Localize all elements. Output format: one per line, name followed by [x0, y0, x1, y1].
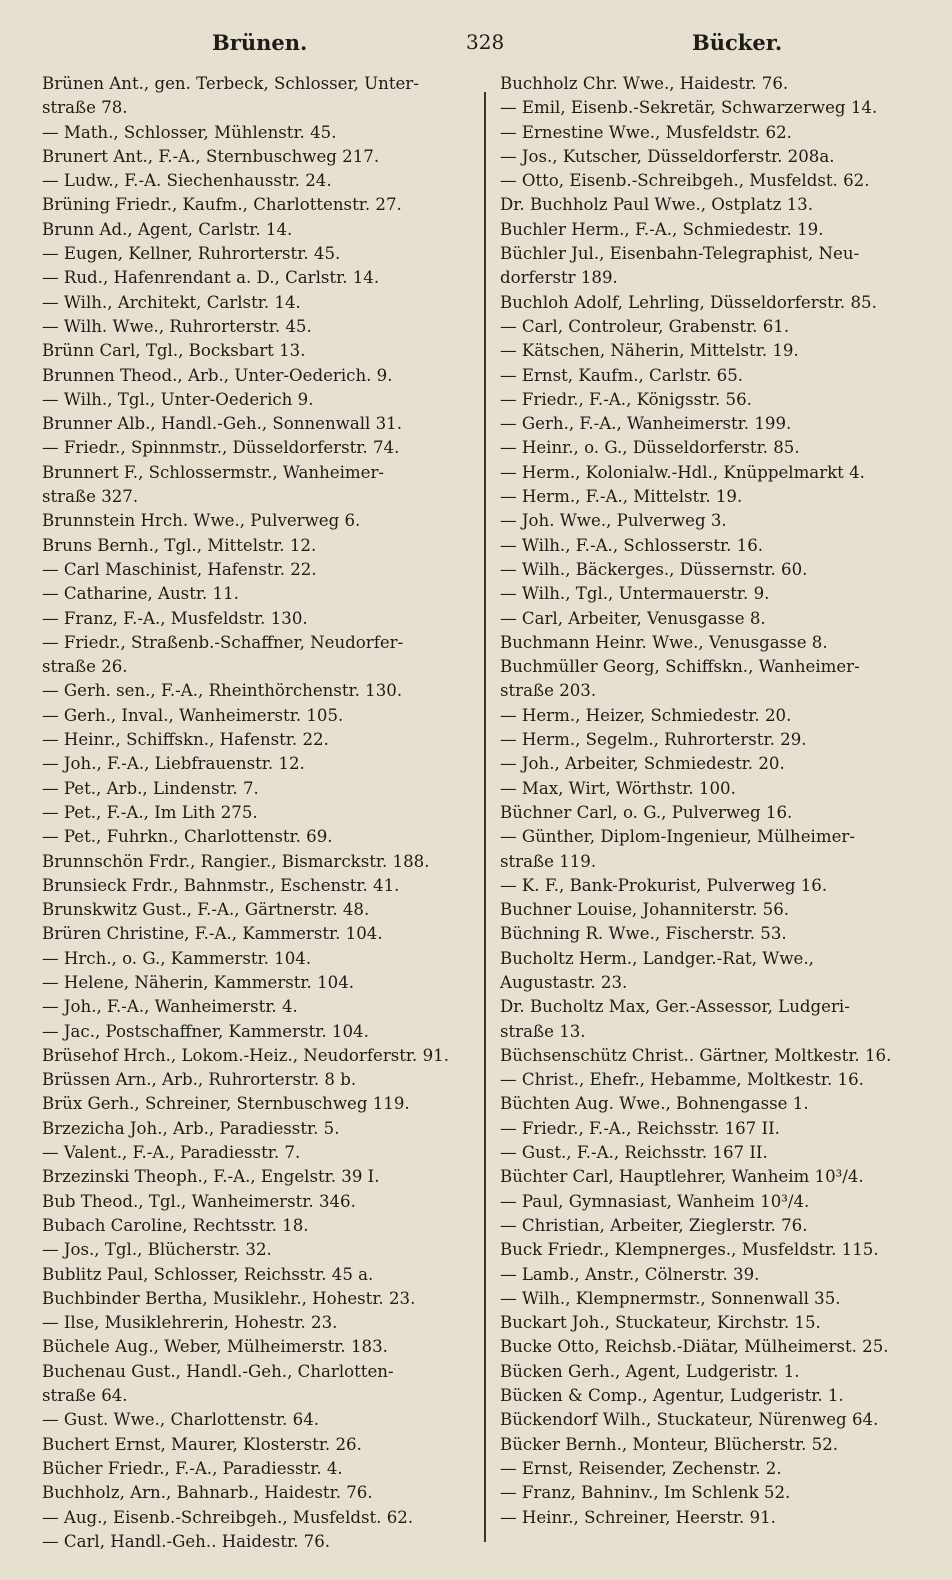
entry-line: — Gerh. sen., F.-A., Rheinthörchenstr. 130.: [42, 681, 403, 701]
entry-line: — Friedr., Straßenb.-Schaffner, Neudorfer-: [42, 632, 404, 652]
entry-line: — Helene, Näherin, Kammerstr. 104.: [42, 972, 355, 992]
directory-entry: [500, 461, 932, 485]
directory-entry: [500, 193, 932, 217]
directory-entry: [500, 485, 932, 509]
entry-line: Brüning Friedr., Kaufm., Charlottenstr. 27.: [42, 195, 402, 215]
entry-line: Buchmann Heinr. Wwe., Venusgasse 8.: [500, 632, 828, 652]
entry-line: — Math., Schlosser, Mühlenstr. 45.: [42, 122, 337, 142]
entry-continuation: straße 119.: [500, 851, 597, 871]
directory-entry: [42, 1335, 470, 1359]
entry-line: — Pet., Arb., Lindenstr. 7.: [42, 778, 259, 798]
entry-line: — Herm., Kolonialw.-Hdl., Knüppelmarkt 4.: [500, 462, 865, 482]
directory-entry: [500, 1433, 932, 1457]
directory-entry: [42, 72, 470, 121]
directory-entry: [500, 145, 932, 169]
entry-line: — Heinr., o. G., Düsseldorferstr. 85.: [500, 438, 800, 458]
directory-entry: [500, 534, 932, 558]
entry-line: Büchele Aug., Weber, Mülheimerstr. 183.: [42, 1337, 388, 1357]
entry-line: Brunnert F., Schlossermstr., Wanheimer-: [42, 462, 385, 482]
directory-entry: [42, 242, 470, 266]
entry-line: — Joh., F.-A., Liebfrauenstr. 12.: [42, 754, 305, 774]
directory-entry: [42, 1506, 470, 1530]
entry-line: Büchner Carl, o. G., Pulverweg 16.: [500, 802, 793, 822]
entry-line: — Christ., Ehefr., Hebamme, Moltkestr. 16.: [500, 1070, 864, 1090]
entry-continuation: straße 327.: [42, 487, 139, 507]
page-number: 328: [466, 30, 505, 54]
directory-entry: [42, 534, 470, 558]
directory-entry: [500, 1506, 932, 1530]
entry-line: — Friedr., F.-A., Königsstr. 56.: [500, 389, 752, 409]
entry-line: — Aug., Eisenb.-Schreibgeh., Musfeldst. 62.: [42, 1507, 414, 1527]
entry-line: — Wilh., Architekt, Carlstr. 14.: [42, 292, 301, 312]
directory-entry: [42, 388, 470, 412]
directory-entry: [500, 631, 932, 655]
directory-entry: [42, 704, 470, 728]
directory-entry: [500, 1287, 932, 1311]
entry-line: — Herm., Segelm., Ruhrorterstr. 29.: [500, 730, 807, 750]
entry-continuation: straße 26.: [42, 657, 128, 677]
directory-entry: [500, 1384, 932, 1408]
directory-entry: [500, 291, 932, 315]
entry-line: Buchloh Adolf, Lehrling, Düsseldorferstr. 85.: [500, 292, 877, 312]
directory-entry: [42, 631, 470, 680]
entry-line: — Lamb., Anstr., Cölnerstr. 39.: [500, 1264, 760, 1284]
entry-line: — Emil, Eisenb.-Sekretär, Schwarzerweg 14.: [500, 98, 878, 118]
directory-entry: [500, 339, 932, 363]
directory-entry: [42, 461, 470, 510]
directory-entry: [500, 752, 932, 776]
directory-entry: [42, 266, 470, 290]
directory-entry: [500, 1360, 932, 1384]
directory-entry: [42, 971, 470, 995]
entry-line: — Max, Wirt, Wörthstr. 100.: [500, 778, 736, 798]
entry-line: — Heinr., Schreiner, Heerstr. 91.: [500, 1507, 776, 1527]
entry-line: Brünen Ant., gen. Terbeck, Schlosser, Unter-: [42, 74, 419, 93]
directory-entry: [42, 145, 470, 169]
directory-entry: [42, 1238, 470, 1262]
directory-entry: [500, 995, 932, 1044]
entry-line: Buchner Louise, Johanniterstr. 56.: [500, 900, 790, 920]
entry-line: — Paul, Gymnasiast, Wanheim 10³/4.: [500, 1191, 810, 1211]
entry-line: — Ernestine Wwe., Musfeldstr. 62.: [500, 122, 792, 142]
entry-line: — Wilh., Bäckerges., Düssernstr. 60.: [500, 559, 808, 579]
directory-entry: [42, 947, 470, 971]
entry-line: — Carl, Handl.-Geh.. Haidestr. 76.: [42, 1531, 331, 1551]
directory-entry: [42, 1068, 470, 1092]
entry-line: Brünn Carl, Tgl., Bocksbart 13.: [42, 341, 306, 361]
entry-line: Brunn Ad., Agent, Carlstr. 14.: [42, 219, 293, 239]
entry-line: Bücher Friedr., F.-A., Paradiesstr. 4.: [42, 1458, 343, 1478]
entry-line: Buchholz Chr. Wwe., Haidestr. 76.: [500, 74, 789, 93]
directory-entry: [500, 388, 932, 412]
directory-entry: [500, 825, 932, 874]
directory-entry: [42, 509, 470, 533]
directory-entry: [500, 72, 932, 96]
entry-line: Buck Friedr., Klempnerges., Musfeldstr. 115.: [500, 1240, 879, 1260]
entry-line: — Pet., F.-A., Im Lith 275.: [42, 802, 258, 822]
directory-entry: [42, 728, 470, 752]
directory-entry: [42, 436, 470, 460]
entry-line: — Carl Maschinist, Hafenstr. 22.: [42, 559, 317, 579]
directory-entry: [500, 121, 932, 145]
entry-line: — Jos., Kutscher, Düsseldorferstr. 208a.: [500, 146, 835, 166]
directory-entry: [500, 1190, 932, 1214]
entry-line: Dr. Bucholtz Max, Ger.-Assessor, Ludgeri-: [500, 997, 850, 1017]
entry-line: — Ilse, Musiklehrerin, Hohestr. 23.: [42, 1313, 338, 1333]
directory-entry: [42, 1263, 470, 1287]
entry-line: — Franz, F.-A., Musfeldstr. 130.: [42, 608, 308, 628]
directory-entry: [500, 777, 932, 801]
directory-entry: [500, 607, 932, 631]
directory-entry: [42, 193, 470, 217]
entry-line: — K. F., Bank-Prokurist, Pulverweg 16.: [500, 875, 828, 895]
directory-entry: [42, 1020, 470, 1044]
entry-line: — Gust., F.-A., Reichsstr. 167 II.: [500, 1143, 768, 1163]
entry-line: Bub Theod., Tgl., Wanheimerstr. 346.: [42, 1191, 356, 1211]
directory-entry: [500, 1117, 932, 1141]
entry-line: — Pet., Fuhrkn., Charlottenstr. 69.: [42, 827, 333, 847]
left-column: [42, 72, 470, 1554]
entry-line: — Eugen, Kellner, Ruhrorterstr. 45.: [42, 244, 341, 264]
directory-entry: [42, 1530, 470, 1554]
directory-entry: [42, 850, 470, 874]
entry-continuation: straße 64.: [42, 1386, 128, 1406]
directory-entry: [500, 218, 932, 242]
directory-entry: [42, 1117, 470, 1141]
entry-line: — Gerh., F.-A., Wanheimerstr. 199.: [500, 414, 792, 434]
entry-line: — Jac., Postschaffner, Kammerstr. 104.: [42, 1021, 369, 1041]
entry-line: Brzezicha Joh., Arb., Paradiesstr. 5.: [42, 1118, 340, 1138]
column-divider: [484, 92, 486, 1542]
directory-entry: [42, 582, 470, 606]
entry-line: — Valent., F.-A., Paradiesstr. 7.: [42, 1143, 301, 1163]
directory-entry: [42, 922, 470, 946]
directory-entry: [500, 1263, 932, 1287]
directory-entry: [42, 607, 470, 631]
entry-line: Büchler Jul., Eisenbahn-Telegraphist, Neu-: [500, 244, 860, 264]
entry-line: Brunner Alb., Handl.-Geh., Sonnenwall 31.: [42, 414, 403, 434]
directory-entry: [500, 874, 932, 898]
directory-entry: [500, 169, 932, 193]
entry-line: Buchmüller Georg, Schiffskn., Wanheimer-: [500, 657, 860, 677]
entry-continuation: dorferstr 189.: [500, 268, 618, 288]
entry-line: — Rud., Hafenrendant a. D., Carlstr. 14.: [42, 268, 380, 288]
directory-entry: [42, 1190, 470, 1214]
directory-entry: [42, 874, 470, 898]
right-column: [500, 72, 932, 1530]
entry-line: — Wilh. Wwe., Ruhrorterstr. 45.: [42, 316, 312, 336]
entry-line: — Franz, Bahninv., Im Schlenk 52.: [500, 1483, 791, 1503]
entry-line: Buchert Ernst, Maurer, Klosterstr. 26.: [42, 1434, 362, 1454]
entry-line: — Gerh., Inval., Wanheimerstr. 105.: [42, 705, 344, 725]
directory-entry: [500, 315, 932, 339]
entry-line: — Günther, Diplom-Ingenieur, Mülheimer-: [500, 827, 855, 847]
directory-entry: [500, 96, 932, 120]
entry-continuation: straße 203.: [500, 681, 597, 701]
entry-line: — Hrch., o. G., Kammerstr. 104.: [42, 948, 312, 968]
directory-entry: [42, 777, 470, 801]
directory-entry: [42, 1457, 470, 1481]
directory-entry: [500, 436, 932, 460]
entry-line: — Wilh., Klempnermstr., Sonnenwall 35.: [500, 1288, 841, 1308]
entry-line: Büchten Aug. Wwe., Bohnengasse 1.: [500, 1094, 809, 1114]
entry-line: Buchbinder Bertha, Musiklehr., Hohestr. 23.: [42, 1288, 416, 1308]
directory-entry: [500, 801, 932, 825]
entry-line: Brunskwitz Gust., F.-A., Gärtnerstr. 48.: [42, 900, 370, 920]
entry-line: — Gust. Wwe., Charlottenstr. 64.: [42, 1410, 320, 1430]
directory-entry: [500, 1481, 932, 1505]
directory-entry: [42, 364, 470, 388]
entry-line: Brüx Gerh., Schreiner, Sternbuschweg 119.: [42, 1094, 410, 1114]
entry-line: Bubach Caroline, Rechtsstr. 18.: [42, 1215, 309, 1235]
entry-line: Brüsehof Hrch., Lokom.-Heiz., Neudorferstr. 91.: [42, 1045, 449, 1065]
entry-line: Buchenau Gust., Handl.-Geh., Charlotten-: [42, 1361, 394, 1381]
entry-line: — Joh., F.-A., Wanheimerstr. 4.: [42, 997, 298, 1017]
entry-line: Brunert Ant., F.-A., Sternbuschweg 217.: [42, 146, 380, 166]
entry-line: — Christian, Arbeiter, Zieglerstr. 76.: [500, 1215, 808, 1235]
directory-entry: [42, 752, 470, 776]
entry-line: — Carl, Controleur, Grabenstr. 61.: [500, 316, 790, 336]
entry-line: Bücker Bernh., Monteur, Blücherstr. 52.: [500, 1434, 839, 1454]
directory-entry: [500, 947, 932, 996]
directory-entry: [500, 655, 932, 704]
entry-line: Bucholtz Herm., Landger.-Rat, Wwe.,: [500, 948, 814, 968]
directory-entry: [42, 1214, 470, 1238]
entry-line: — Joh. Wwe., Pulverweg 3.: [500, 511, 727, 531]
directory-entry: [42, 679, 470, 703]
entry-line: — Herm., Heizer, Schmiedestr. 20.: [500, 705, 792, 725]
directory-entry: [500, 242, 932, 291]
directory-entry: [500, 1457, 932, 1481]
entry-line: Dr. Buchholz Paul Wwe., Ostplatz 13.: [500, 195, 813, 215]
entry-line: Buchler Herm., F.-A., Schmiedestr. 19.: [500, 219, 824, 239]
entry-line: Büchning R. Wwe., Fischerstr. 53.: [500, 924, 787, 944]
header-left-keyword: Brünen.: [212, 30, 308, 55]
directory-entry: [500, 558, 932, 582]
directory-entry: [500, 1238, 932, 1262]
entry-line: — Carl, Arbeiter, Venusgasse 8.: [500, 608, 766, 628]
entry-continuation: Augustastr. 23.: [500, 972, 628, 992]
directory-entry: [42, 1165, 470, 1189]
entry-line: Büchter Carl, Hauptlehrer, Wanheim 10³/4.: [500, 1167, 864, 1187]
entry-line: — Heinr., Schiffskn., Hafenstr. 22.: [42, 730, 329, 750]
directory-entry: [500, 1335, 932, 1359]
entry-line: — Jos., Tgl., Blücherstr. 32.: [42, 1240, 272, 1260]
directory-entry: [42, 412, 470, 436]
directory-entry: [42, 291, 470, 315]
header-right-keyword: Bücker.: [692, 30, 783, 55]
directory-entry: [500, 1068, 932, 1092]
directory-entry: [42, 169, 470, 193]
directory-entry: [500, 412, 932, 436]
entry-line: Bruns Bernh., Tgl., Mittelstr. 12.: [42, 535, 317, 555]
entry-line: Bückendorf Wilh., Stuckateur, Nürenweg 64.: [500, 1410, 879, 1430]
directory-entry: [500, 509, 932, 533]
directory-entry: [42, 1433, 470, 1457]
entry-line: — Catharine, Austr. 11.: [42, 584, 239, 604]
entry-line: — Joh., Arbeiter, Schmiedestr. 20.: [500, 754, 785, 774]
directory-entry: [42, 995, 470, 1019]
entry-line: — Ernst, Reisender, Zechenstr. 2.: [500, 1458, 782, 1478]
directory-entry: [500, 1044, 932, 1068]
directory-entry: [42, 1141, 470, 1165]
directory-entry: [500, 1165, 932, 1189]
directory-entry: [42, 1481, 470, 1505]
entry-line: Brunsieck Frdr., Bahnmstr., Eschenstr. 41.: [42, 875, 400, 895]
directory-entry: [42, 1408, 470, 1432]
directory-entry: [42, 315, 470, 339]
directory-entry: [42, 1092, 470, 1116]
entry-line: Buckart Joh., Stuckateur, Kirchstr. 15.: [500, 1313, 821, 1333]
directory-entry: [500, 898, 932, 922]
directory-entry: [500, 1408, 932, 1432]
entry-line: Brunnen Theod., Arb., Unter-Oederich. 9.: [42, 365, 393, 385]
entry-line: — Otto, Eisenb.-Schreibgeh., Musfeldst. 62.: [500, 171, 870, 191]
entry-line: — Friedr., F.-A., Reichsstr. 167 II.: [500, 1118, 780, 1138]
page-header: [0, 30, 952, 64]
entry-line: Büchsenschütz Christ.. Gärtner, Moltkestr. 16.: [500, 1045, 892, 1065]
directory-entry: [500, 1214, 932, 1238]
directory-entry: [500, 728, 932, 752]
entry-line: — Wilh., Tgl., Untermauerstr. 9.: [500, 584, 770, 604]
directory-entry: [42, 218, 470, 242]
entry-line: — Wilh., Tgl., Unter-Oederich 9.: [42, 389, 314, 409]
entry-continuation: straße 78.: [42, 98, 128, 118]
entry-line: — Wilh., F.-A., Schlosserstr. 16.: [500, 535, 764, 555]
entry-line: Brüssen Arn., Arb., Ruhrorterstr. 8 b.: [42, 1070, 357, 1090]
directory-entry: [500, 582, 932, 606]
directory-entry: [500, 1311, 932, 1335]
directory-entry: [42, 121, 470, 145]
directory-entry: [42, 898, 470, 922]
directory-entry: [42, 339, 470, 363]
entry-line: — Ludw., F.-A. Siechenhausstr. 24.: [42, 171, 332, 191]
entry-line: — Herm., F.-A., Mittelstr. 19.: [500, 487, 743, 507]
entry-line: Brüren Christine, F.-A., Kammerstr. 104.: [42, 924, 383, 944]
entry-line: Brzezinski Theoph., F.-A., Engelstr. 39 I.: [42, 1167, 380, 1187]
entry-line: Brunnschön Frdr., Rangier., Bismarckstr. 188.: [42, 851, 430, 871]
entry-line: Bücken & Comp., Agentur, Ludgeristr. 1.: [500, 1386, 844, 1406]
entry-line: Brunnstein Hrch. Wwe., Pulverweg 6.: [42, 511, 361, 531]
directory-entry: [42, 1311, 470, 1335]
directory-entry: [42, 825, 470, 849]
entry-continuation: straße 13.: [500, 1021, 586, 1041]
entry-line: Bublitz Paul, Schlosser, Reichsstr. 45 a.: [42, 1264, 374, 1284]
entry-line: Bücken Gerh., Agent, Ludgeristr. 1.: [500, 1361, 800, 1381]
directory-entry: [42, 1287, 470, 1311]
directory-entry: [500, 704, 932, 728]
entry-line: — Ernst, Kaufm., Carlstr. 65.: [500, 365, 744, 385]
directory-entry: [500, 1141, 932, 1165]
directory-entry: [500, 364, 932, 388]
entry-line: Bucke Otto, Reichsb.-Diätar, Mülheimerst. 25.: [500, 1337, 889, 1357]
directory-entry: [500, 922, 932, 946]
directory-entry: [500, 1092, 932, 1116]
directory-entry: [42, 801, 470, 825]
directory-entry: [42, 1360, 470, 1409]
directory-entry: [42, 1044, 470, 1068]
directory-entry: [42, 558, 470, 582]
entry-line: — Friedr., Spinnmstr., Düsseldorferstr. 74.: [42, 438, 400, 458]
entry-line: Buchholz, Arn., Bahnarb., Haidestr. 76.: [42, 1483, 373, 1503]
entry-line: — Kätschen, Näherin, Mittelstr. 19.: [500, 341, 799, 361]
